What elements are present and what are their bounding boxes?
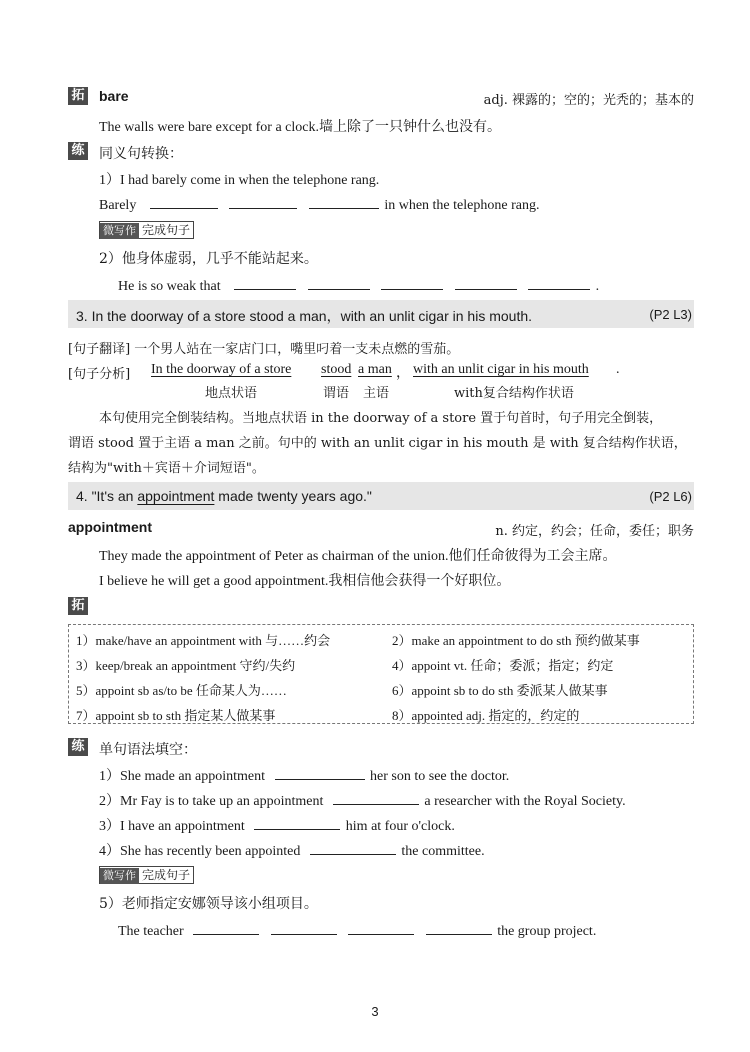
question-text: 2）Mr Fay is to take up an appointment: [99, 794, 324, 809]
extension-item: 1）make/have an appointment with 与……约会: [76, 633, 331, 648]
question-text: the committee.: [401, 844, 485, 859]
grammar-question-2: [99, 790, 626, 810]
headword-bare: bare: [99, 88, 129, 104]
blank[interactable]: [308, 275, 370, 290]
answer-start: Barely: [99, 198, 137, 213]
extension-item: 7）appoint sb to sth 指定某人做某事: [76, 708, 276, 723]
sentence-4-prefix: 4. "It's an: [76, 488, 138, 504]
micro-writing-title: 完成句子: [142, 868, 191, 882]
question-1: 1）I had barely come in when the telephone rang.: [99, 173, 380, 188]
question-text: her son to see the doctor.: [370, 769, 510, 784]
blank[interactable]: [310, 840, 396, 855]
analysis-label-subject: 主语: [363, 386, 390, 401]
blank[interactable]: [271, 920, 337, 935]
blank[interactable]: [333, 790, 419, 805]
analysis-period: .: [616, 362, 620, 377]
explanation-line-3: 结构为"with＋宾语＋介词短语"。: [68, 461, 265, 476]
explanation-line-1: 本句使用完全倒装结构。当地点状语 in the doorway of a store 置于句首时，句子用完全倒装，: [99, 411, 663, 426]
blank[interactable]: [455, 275, 517, 290]
analysis-label-predicate: 谓语: [323, 386, 350, 401]
question-text: 1）She made an appointment: [99, 769, 266, 784]
question-text: 4）She has recently been appointed: [99, 844, 301, 859]
question-5: 5）老师指定安娜领导该小组项目。: [99, 896, 318, 912]
analysis-part-subject: a man: [358, 362, 392, 377]
blank[interactable]: [150, 194, 218, 209]
practice-title: 单句语法填空：: [99, 742, 197, 758]
grammar-question-1: [99, 765, 509, 785]
blank[interactable]: [229, 194, 297, 209]
blank[interactable]: [528, 275, 590, 290]
blank[interactable]: [193, 920, 259, 935]
practice-tag: 练: [68, 142, 88, 160]
blank[interactable]: [254, 815, 340, 830]
analysis-part-predicate: stood: [321, 362, 352, 377]
headword-appointment: appointment: [68, 519, 152, 535]
blank[interactable]: [348, 920, 414, 935]
page-number: 3: [371, 1004, 379, 1019]
analysis-part-adverbial: In the doorway of a store: [151, 362, 292, 377]
answer-start: The teacher: [118, 924, 184, 939]
micro-writing-label: [99, 221, 194, 239]
example-appointment-1: They made the appointment of Peter as chairman of the union.他们任命彼得为工会主席。: [99, 549, 617, 564]
translate-label: [句子翻译]: [68, 342, 131, 357]
answer-end: .: [595, 279, 600, 294]
extension-item: 6）appoint sb to do sth 委派某人做某事: [392, 683, 608, 698]
blank[interactable]: [381, 275, 443, 290]
answer-end: in when the telephone rang.: [384, 198, 540, 213]
example-bare: The walls were bare except for a clock.墙上除了一只钟什么也没有。: [99, 120, 501, 135]
question-2-answer-line: [118, 275, 599, 295]
sentence-3-text: 3. In the doorway of a store stood a man，with an unlit cigar in his mouth.: [76, 308, 533, 324]
explanation-line-2: 谓语 stood 置于主语 a man 之前。句中的 with an unlit cigar in his mouth 是 with 复合结构作状语，: [68, 436, 687, 451]
question-text: him at four o'clock.: [345, 819, 455, 834]
analysis-label-with-structure: with复合结构作状语: [454, 386, 574, 401]
question-text: a researcher with the Royal Society.: [424, 794, 626, 809]
extension-item: 3）keep/break an appointment 守约/失约: [76, 658, 296, 673]
blank[interactable]: [309, 194, 379, 209]
practice-tag: 练: [68, 738, 88, 756]
grammar-question-4: [99, 840, 485, 860]
sentence-4-suffix: made twenty years ago.": [214, 488, 372, 504]
sentence-3-ref: (P2 L3): [649, 307, 692, 322]
sentence-4-text: [76, 488, 372, 504]
sentence-4-keyword: appointment: [137, 488, 215, 504]
practice-title: 同义句转换：: [99, 146, 183, 162]
question-2: 2）他身体虚弱，几乎不能站起来。: [99, 251, 318, 267]
definition-bare: adj. 裸露的；空的；光秃的；基本的: [483, 93, 694, 108]
question-1-answer-line: [99, 194, 539, 214]
example-appointment-2: I believe he will get a good appointment.我相信他会获得一个好职位。: [99, 574, 511, 589]
analysis-comma: ，: [396, 366, 410, 381]
question-5-answer-line: [118, 920, 596, 940]
definition-appointment: n. 约定，约会；任命，委任；职务: [495, 524, 694, 539]
grammar-question-3: [99, 815, 455, 835]
analysis-label-adverbial: 地点状语: [205, 386, 258, 401]
extension-tag: 拓: [68, 597, 88, 615]
micro-writing-title: 完成句子: [142, 223, 191, 237]
extension-item: 5）appoint sb as/to be 任命某人为……: [76, 683, 287, 698]
translate-text: 一个男人站在一家店门口，嘴里叼着一支未点燃的雪茄。: [134, 342, 460, 357]
analysis-label: [句子分析]: [68, 367, 131, 382]
extension-item: 4）appoint vt. 任命；委派；指定；约定: [392, 658, 614, 673]
blank[interactable]: [426, 920, 492, 935]
question-text: 3）I have an appointment: [99, 819, 245, 834]
micro-writing-tag: 微写作: [100, 868, 139, 884]
answer-end: the group project.: [497, 924, 597, 939]
micro-writing-label: [99, 866, 194, 884]
extension-item: 8）appointed adj. 指定的，约定的: [392, 708, 580, 723]
extension-tag: 拓: [68, 87, 88, 105]
extension-item: 2）make an appointment to do sth 预约做某事: [392, 633, 640, 648]
answer-start: He is so weak that: [118, 279, 221, 294]
blank[interactable]: [234, 275, 296, 290]
micro-writing-tag: 微写作: [100, 223, 139, 239]
translate-line: [68, 338, 459, 357]
sentence-4-ref: (P2 L6): [649, 489, 692, 504]
analysis-part-with-structure: with an unlit cigar in his mouth: [413, 362, 589, 377]
blank[interactable]: [275, 765, 365, 780]
